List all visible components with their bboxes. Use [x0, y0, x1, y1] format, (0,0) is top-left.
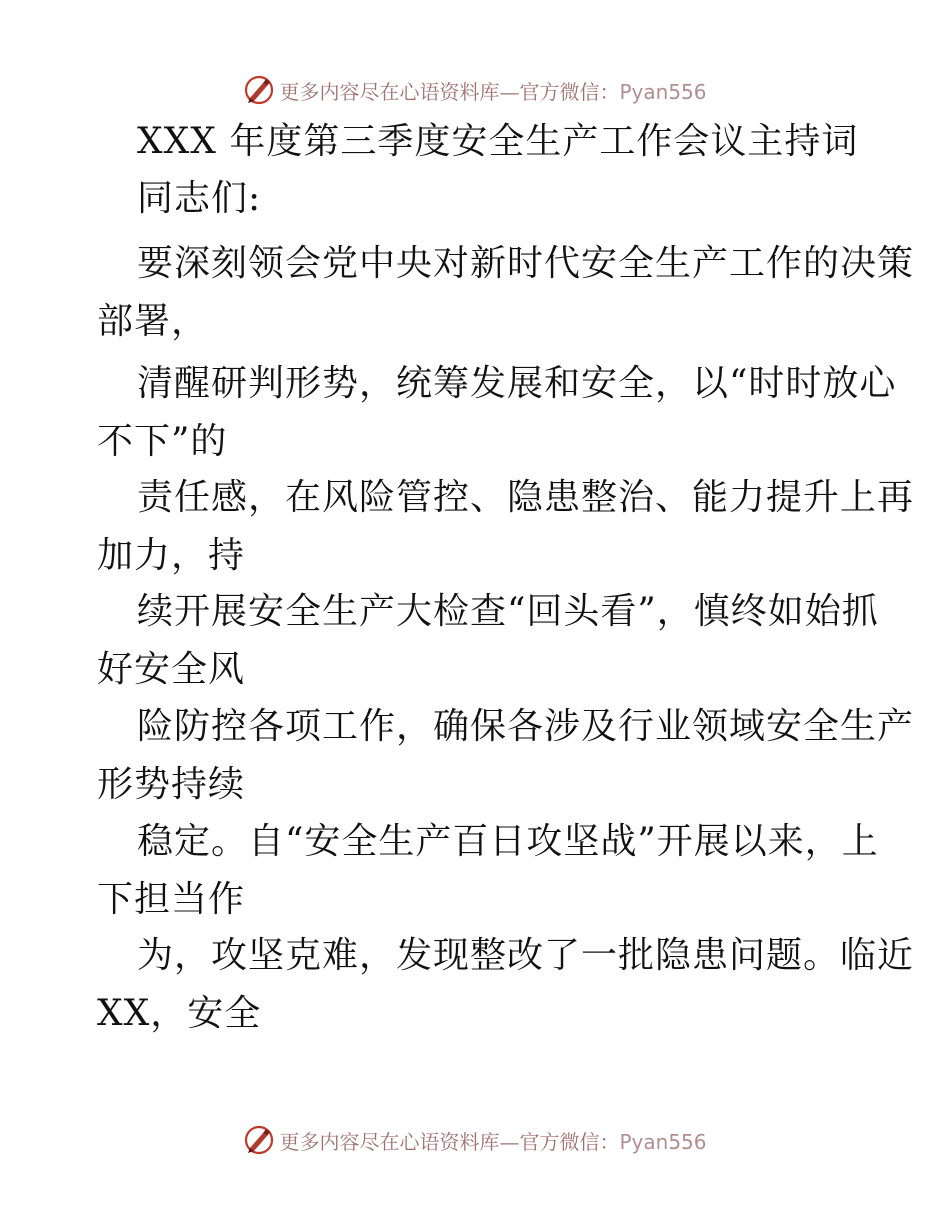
paragraph-line: 要深刻领会党中央对新时代安全生产工作的决策: [137, 243, 915, 284]
paragraph-line: 稳定。自“安全生产百日攻坚战”开展以来，上: [137, 821, 879, 862]
watermark-id: Pyan556: [619, 79, 707, 104]
paragraph-line: 为，攻坚克难，发现整改了一批隐患问题。临近: [137, 935, 915, 976]
paragraph-line: 下担当作: [97, 879, 246, 920]
watermark-text: 更多内容尽在心语资料库—官方微信：: [279, 1129, 620, 1154]
paragraph-line: 形势持续: [97, 764, 246, 805]
paragraph-line: 不下”的: [97, 421, 228, 462]
paragraph-line: 好安全风: [97, 649, 246, 690]
paragraph-line: 清醒研判形势，统筹发展和安全，以“时时放心: [137, 363, 897, 404]
pen-logo-icon: [243, 1124, 275, 1156]
paragraph-line: 续开展安全生产大检查“回头看”，慎终如始抓: [137, 591, 879, 632]
document-title: XXX 年度第三季度安全生产工作会议主持词: [137, 121, 859, 162]
watermark-id: Pyan556: [619, 1129, 707, 1154]
paragraph-line: 险防控各项工作，确保各涉及行业领域安全生产: [137, 706, 915, 747]
paragraph-line: 责任感，在风险管控、隐患整治、能力提升上再: [137, 477, 915, 518]
paragraph-line: 加力，持: [97, 535, 246, 576]
header-watermark: [0, 70, 950, 110]
paragraph-line: XX，安全: [97, 993, 262, 1034]
watermark-text: 更多内容尽在心语资料库—官方微信：: [279, 79, 620, 104]
paragraph-line: 部署，: [97, 301, 209, 342]
pen-logo-icon: [243, 74, 275, 106]
salutation: 同志们:: [137, 178, 262, 219]
footer-watermark: [0, 1120, 950, 1160]
